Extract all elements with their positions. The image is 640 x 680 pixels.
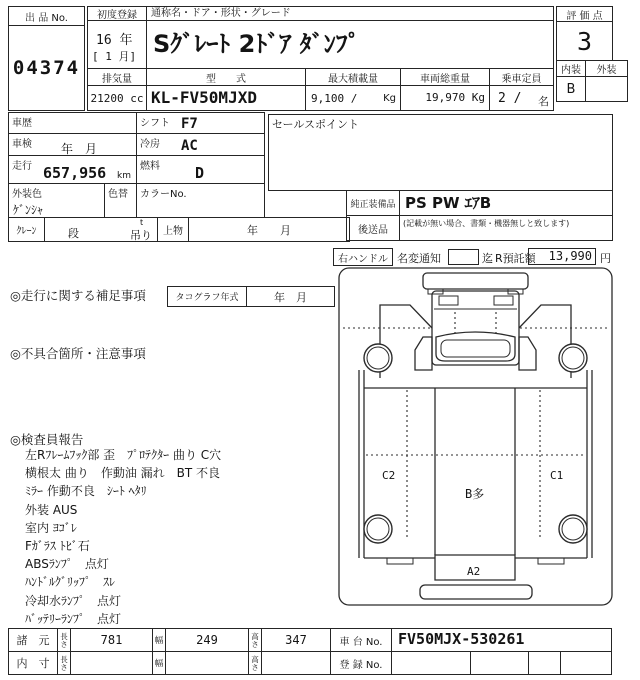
inspection-label: 車検 bbox=[12, 139, 32, 150]
aircon-value: AC bbox=[181, 138, 198, 154]
aircon-label: 冷房 bbox=[140, 139, 160, 150]
wheel-front-left bbox=[364, 344, 392, 372]
recolor-label: 色替 bbox=[108, 189, 128, 200]
history-label: 車歴 bbox=[12, 118, 32, 129]
crane-dan-label: 段 bbox=[68, 227, 79, 240]
damage-label-c1: C1 bbox=[550, 469, 564, 482]
displacement-label: 排気量 bbox=[87, 68, 147, 86]
capacity-unit: 名 bbox=[538, 95, 549, 108]
mileage-note-title: ◎走行に関する補足事項 bbox=[10, 288, 146, 303]
wheel-rear-right bbox=[559, 515, 587, 543]
model-label: 型 式 bbox=[146, 68, 306, 86]
quarter-panel-right bbox=[519, 337, 536, 370]
first-reg-year: 16 年 bbox=[96, 33, 133, 48]
registration-no-cell-1 bbox=[391, 651, 471, 675]
name-change-box bbox=[448, 249, 479, 265]
front-bumper bbox=[423, 273, 528, 289]
inspector-report-item: 冷却水ﾗﾝﾌﾟ 点灯 bbox=[25, 593, 122, 608]
mileage-unit: km bbox=[117, 171, 131, 181]
inspector-report-item: 室内 ﾖｺﾞﾚ bbox=[25, 520, 77, 535]
wheel-rear-left bbox=[364, 515, 392, 543]
inspector-report-item: Fｶﾞﾗｽ ﾄﾋﾞ石 bbox=[25, 539, 90, 554]
gross-weight-label: 車両総重量 bbox=[400, 68, 490, 86]
spec-row-label: 諸 元 bbox=[8, 628, 58, 652]
inspector-report-title: ◎検査員報告 bbox=[10, 432, 84, 447]
truck-diagram-svg bbox=[338, 267, 613, 606]
interior-grade: B bbox=[556, 76, 586, 102]
displacement-value: 21200 cc bbox=[87, 85, 147, 111]
spec-width-value: 249 bbox=[165, 628, 249, 652]
shift-cell bbox=[136, 112, 265, 134]
first-reg-month: [ 1 月] bbox=[92, 50, 137, 63]
recolor-cell bbox=[104, 183, 137, 218]
capacity-label: 乗車定員 bbox=[489, 68, 554, 86]
grade-value: 3 bbox=[556, 21, 613, 61]
truck-diagram bbox=[338, 267, 613, 606]
sales-point-label: セールスポイント bbox=[272, 118, 360, 131]
inner-width-label: 幅 bbox=[152, 651, 166, 675]
vehicle-name-value: Sｸﾞﾚｰﾄ 2ﾄﾞｱ ﾀﾞﾝﾌﾟ bbox=[146, 20, 554, 69]
exterior-grade bbox=[585, 76, 628, 102]
mileage-value: 657,956 bbox=[43, 164, 107, 182]
rear-bumper bbox=[420, 585, 532, 599]
inner-length-label: 長さ bbox=[57, 651, 71, 675]
steering-badge: 右ハンドル bbox=[333, 248, 393, 266]
inspector-report-item: ﾊﾞｯﾃﾘｰﾗﾝﾌﾟ 点灯 bbox=[25, 611, 122, 626]
crane-label: ｸﾚｰﾝ bbox=[8, 217, 45, 242]
spec-height-label: 高さ bbox=[248, 628, 262, 652]
mileage-label: 走行 bbox=[12, 161, 32, 172]
vehicle-name-label: 通称名・ドア・形状・グレード bbox=[146, 6, 554, 21]
first-reg-cell bbox=[87, 20, 147, 69]
payload-cell bbox=[305, 85, 401, 111]
inner-length-value bbox=[70, 651, 153, 675]
chassis-no-value: FV50MJX-530261 bbox=[391, 628, 612, 652]
inspector-report-item: ﾊﾝﾄﾞﾙｸﾞﾘｯﾌﾟ ｽﾚ bbox=[25, 575, 116, 590]
registration-no-cell-2 bbox=[470, 651, 529, 675]
sales-point-box bbox=[268, 114, 613, 191]
bed-dashed-verticals bbox=[407, 390, 540, 539]
spec-length-value: 781 bbox=[70, 628, 153, 652]
registration-no-cell-4 bbox=[560, 651, 612, 675]
bed-rail-right bbox=[587, 370, 592, 558]
damage-label-a2: A2 bbox=[467, 565, 481, 578]
inner-height-value bbox=[261, 651, 331, 675]
fuel-cell bbox=[136, 155, 265, 184]
crane-ton-label: t bbox=[140, 218, 144, 227]
mileage-cell bbox=[8, 155, 137, 184]
payload-label: 最大積載量 bbox=[305, 68, 401, 86]
tachograph-label: タコグラフ年式 bbox=[167, 286, 247, 307]
body-color-label: 外装色 bbox=[12, 189, 42, 200]
inspector-report-item: 横根太 曲り 作動油 漏れ BT 不良 bbox=[25, 466, 221, 481]
made-label: 迄 bbox=[482, 252, 493, 265]
lot-no-label: 出 品 No. bbox=[8, 6, 85, 26]
wheel-front-right bbox=[559, 344, 587, 372]
headlight-left bbox=[439, 296, 458, 305]
truck-wheels bbox=[364, 344, 587, 543]
deposit-amount: 13,990 bbox=[528, 248, 596, 265]
lot-no-value: 04374 bbox=[8, 25, 85, 111]
inspector-report-list bbox=[25, 446, 335, 628]
interior-label: 内装 bbox=[556, 60, 586, 77]
body-color-cell bbox=[8, 183, 105, 218]
crane-tsuri-label: 吊り bbox=[130, 229, 152, 242]
inspector-report-item: ABSﾗﾝﾌﾟ 点灯 bbox=[25, 557, 109, 572]
history-cell bbox=[8, 112, 137, 134]
later-items-note: (記載が無い場合、書類・機器無しと致します) bbox=[399, 215, 613, 241]
headlight-right bbox=[494, 296, 513, 305]
oem-equipment-label: 純正装備品 bbox=[346, 190, 400, 216]
payload-value: 9,100 / bbox=[311, 92, 358, 105]
spec-width-label: 幅 bbox=[152, 628, 166, 652]
spec-length-label: 長さ bbox=[57, 628, 71, 652]
grade-label: 評 価 点 bbox=[556, 6, 613, 22]
damage-label-b: B多 bbox=[465, 487, 485, 501]
inspector-report-item: 左Rﾌﾚｰﾑﾌｯｸ部 歪 ﾌﾟﾛﾃｸﾀｰ 曲り C穴 bbox=[25, 448, 222, 462]
color-no-label: カラーNo. bbox=[140, 189, 187, 200]
later-items-label: 後送品 bbox=[346, 215, 400, 241]
inner-height-label: 高さ bbox=[248, 651, 262, 675]
shift-label: シフト bbox=[140, 118, 170, 129]
yen-label: 円 bbox=[600, 252, 611, 265]
defect-title: ◎不具合箇所・注意事項 bbox=[10, 346, 146, 361]
body-color-value: ｹﾞﾝｼｬ bbox=[13, 203, 44, 217]
bed-inner-walls bbox=[435, 388, 515, 555]
quarter-panel-left bbox=[415, 337, 432, 370]
shift-value: F7 bbox=[181, 116, 198, 132]
oem-equipment-value: PS PW ｴｱB bbox=[399, 190, 613, 216]
bed-rail-left bbox=[359, 370, 364, 558]
mud-flaps bbox=[387, 558, 564, 564]
aircon-cell bbox=[136, 133, 265, 156]
chassis-no-label: 車 台 No. bbox=[330, 628, 392, 652]
fuel-value: D bbox=[195, 164, 205, 182]
windshield-inner bbox=[441, 340, 510, 357]
capacity-cell bbox=[489, 85, 554, 111]
payload-unit: Kg bbox=[383, 93, 396, 104]
capacity-value: 2 / bbox=[498, 91, 522, 106]
name-change-label: 名変通知 bbox=[397, 252, 441, 265]
body-upper-value: 年 月 bbox=[188, 217, 350, 242]
inner-row-label: 内 寸 bbox=[8, 651, 58, 675]
cab-dashed-lines bbox=[455, 312, 496, 333]
model-value: KL-FV50MJXD bbox=[146, 85, 306, 111]
deposit-label: R預託額 bbox=[495, 252, 536, 265]
registration-no-label: 登 録 No. bbox=[330, 651, 392, 675]
body-upper-label: 上物 bbox=[157, 217, 189, 242]
tachograph-value: 年 月 bbox=[246, 286, 335, 307]
first-reg-label: 初度登録 bbox=[87, 6, 147, 21]
inspection-value: 年 月 bbox=[61, 142, 98, 156]
truck-front bbox=[423, 273, 528, 365]
color-no-cell bbox=[136, 183, 265, 218]
gross-weight-value: 19,970 Kg bbox=[400, 85, 490, 111]
crane-cell bbox=[44, 217, 158, 242]
damage-label-c2: C2 bbox=[382, 469, 396, 482]
inspector-report-item: ﾐﾗｰ 作動不良 ｼｰﾄ ﾍﾀﾘ bbox=[25, 484, 147, 499]
inspector-report-item: 外装 AUS bbox=[25, 502, 78, 517]
cab-outline bbox=[432, 291, 519, 365]
registration-no-cell-3 bbox=[528, 651, 561, 675]
inspection-cell bbox=[8, 133, 137, 156]
fuel-label: 燃料 bbox=[140, 161, 160, 172]
exterior-label: 外装 bbox=[585, 60, 628, 77]
spec-height-value: 347 bbox=[261, 628, 331, 652]
inner-width-value bbox=[165, 651, 249, 675]
